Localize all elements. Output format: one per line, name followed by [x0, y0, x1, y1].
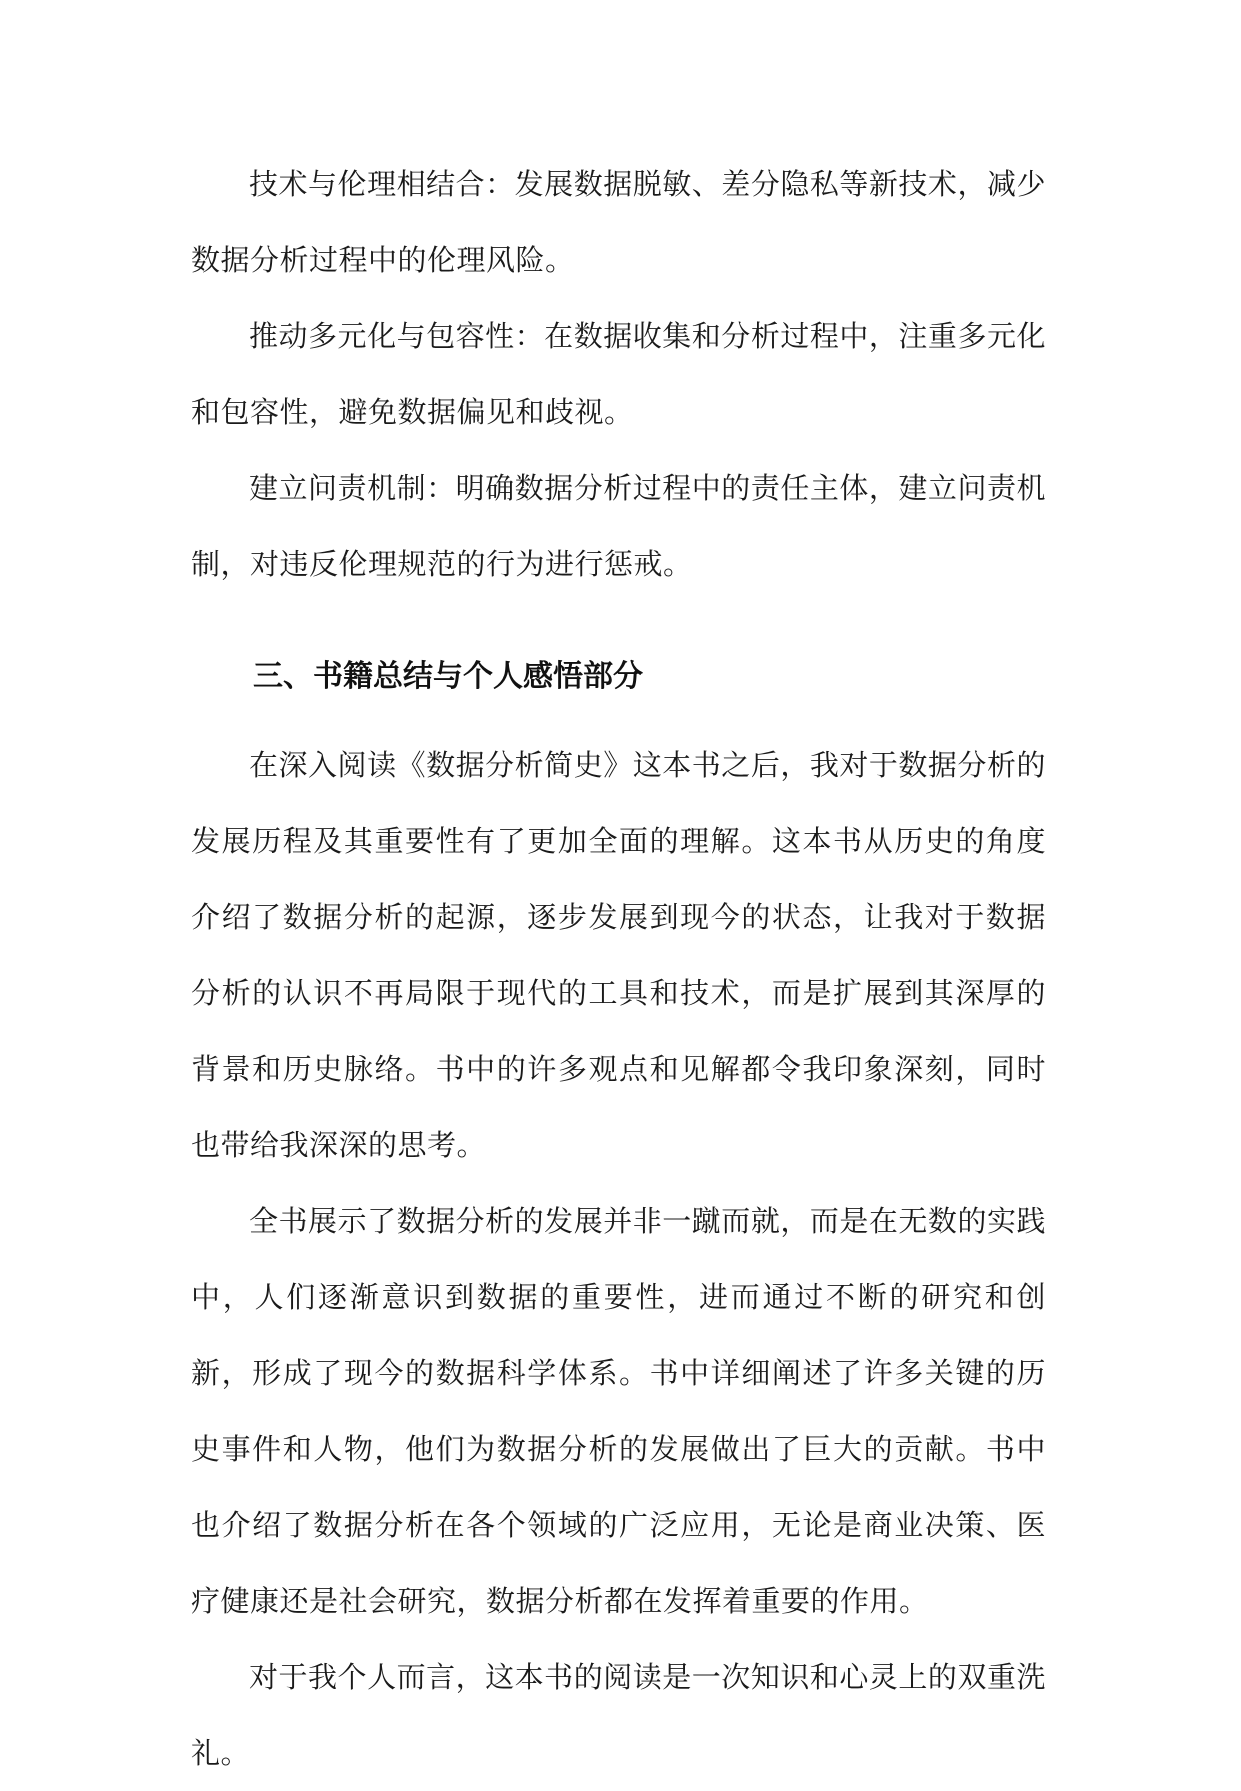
section-heading: 三、书籍总结与个人感悟部分: [253, 659, 643, 694]
paragraph-tech-ethics: 技术与伦理相结合：发展数据脱敏、差分隐私等新技术，减少数据分析过程中的伦理风险。: [191, 167, 1046, 277]
paragraph-reading-summary: 在深入阅读《数据分析简史》这本书之后，我对于数据分析的发展历程及其重要性有了更加全面的理解。这本书从历史的角度介绍了数据分析的起源，逐步发展到现今的状态，让我对于数据分析的认识不再局限于现代的工具和技术，而是扩展到其深厚的背景和历史脉络。书中的许多观点和见解都令我印象深刻，同时也带给我深深的思考。: [191, 748, 1046, 1162]
paragraph-book-overview: 全书展示了数据分析的发展并非一蹴而就，而是在无数的实践中，人们逐渐意识到数据的重要性，进而通过不断的研究和创新，形成了现今的数据科学体系。书中详细阐述了许多关键的历史事件和人物，他们为数据分析的发展做出了巨大的贡献。书中也介绍了数据分析在各个领域的广泛应用，无论是商业决策、医疗健康还是社会研究，数据分析都在发挥着重要的作用。: [191, 1204, 1046, 1618]
paragraph-personal-reflection: 对于我个人而言，这本书的阅读是一次知识和心灵上的双重洗礼。: [191, 1660, 1046, 1770]
paragraph-diversity-inclusion: 推动多元化与包容性：在数据收集和分析过程中，注重多元化和包容性，避免数据偏见和歧视。: [191, 319, 1046, 429]
document-body: [191, 146, 1046, 1791]
paragraph-accountability: 建立问责机制：明确数据分析过程中的责任主体，建立问责机制，对违反伦理规范的行为进行惩戒。: [191, 471, 1046, 581]
